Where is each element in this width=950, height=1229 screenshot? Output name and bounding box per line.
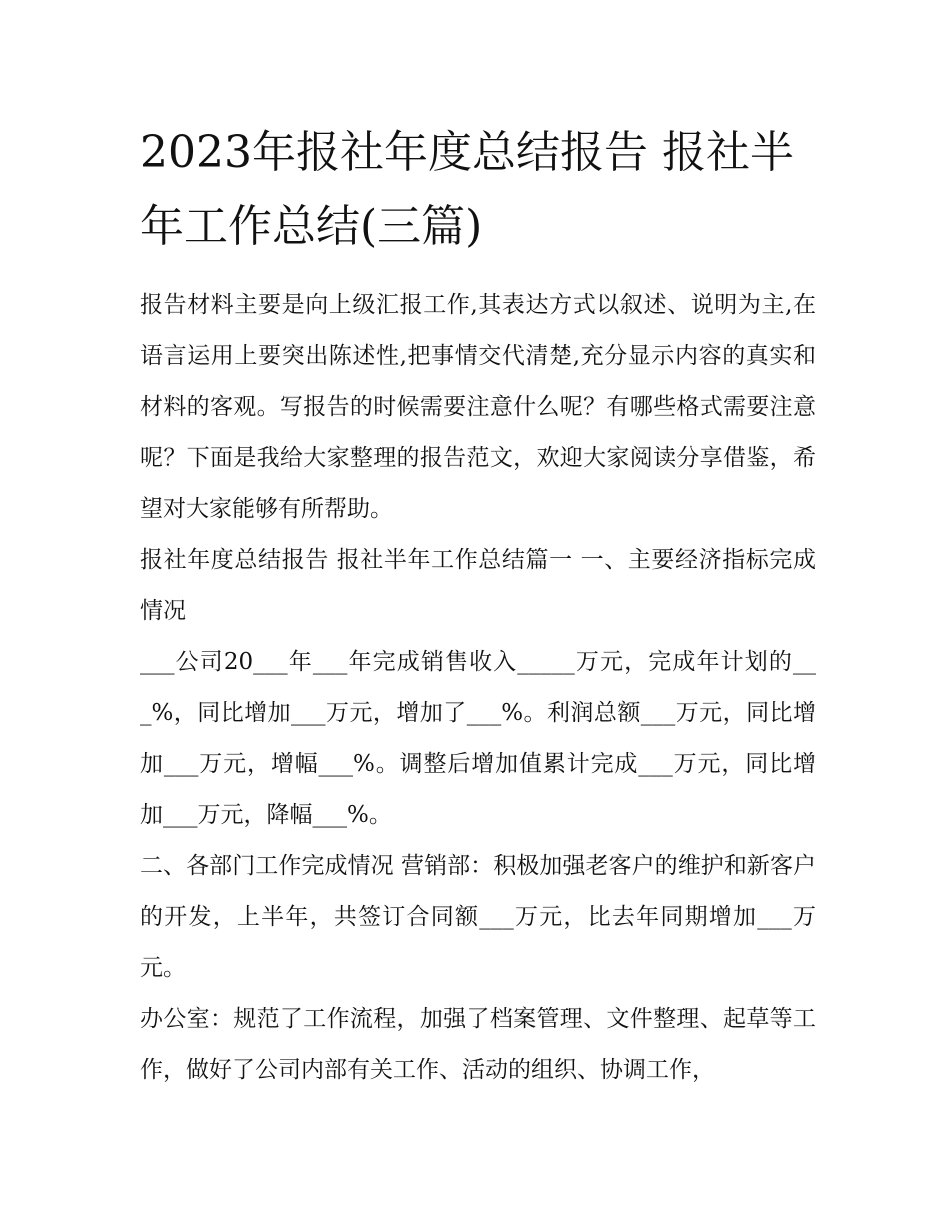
document-body <box>140 280 816 1096</box>
department-work-paragraph: 二、各部门工作完成情况 营销部：积极加强老客户的维护和新客户的开发，上半年，共签订合同额___万元，比去年同期增加___万元。 <box>140 853 816 981</box>
office-work-paragraph: 办公室：规范了工作流程，加强了档案管理、文件整理、起草等工作，做好了公司内部有关工作、活动的组织、协调工作， <box>140 1006 816 1083</box>
economic-indicators-paragraph: ___公司20___年___年完成销售收入_____万元，完成年计划的___%，同比增加___万元，增加了___%。利润总额___万元，同比增加___万元，增幅___%。调整后增加值累计完成___万元，同比增加___万元，降幅___%。 <box>140 649 816 828</box>
document-title: 2023年报社年度总结报告 报社半年工作总结(三篇) <box>140 127 794 252</box>
intro-paragraph: 报告材料主要是向上级汇报工作,其表达方式以叙述、说明为主,在语言运用上要突出陈述性,把事情交代清楚,充分显示内容的真实和材料的客观。写报告的时候需要注意什么呢？有哪些格式需要注意呢？下面是我给大家整理的报告范文，欢迎大家阅读分享借鉴，希望对大家能够有所帮助。 <box>140 292 816 522</box>
section-heading-paragraph: 报社年度总结报告 报社半年工作总结篇一 一、主要经济指标完成情况 <box>140 547 816 624</box>
